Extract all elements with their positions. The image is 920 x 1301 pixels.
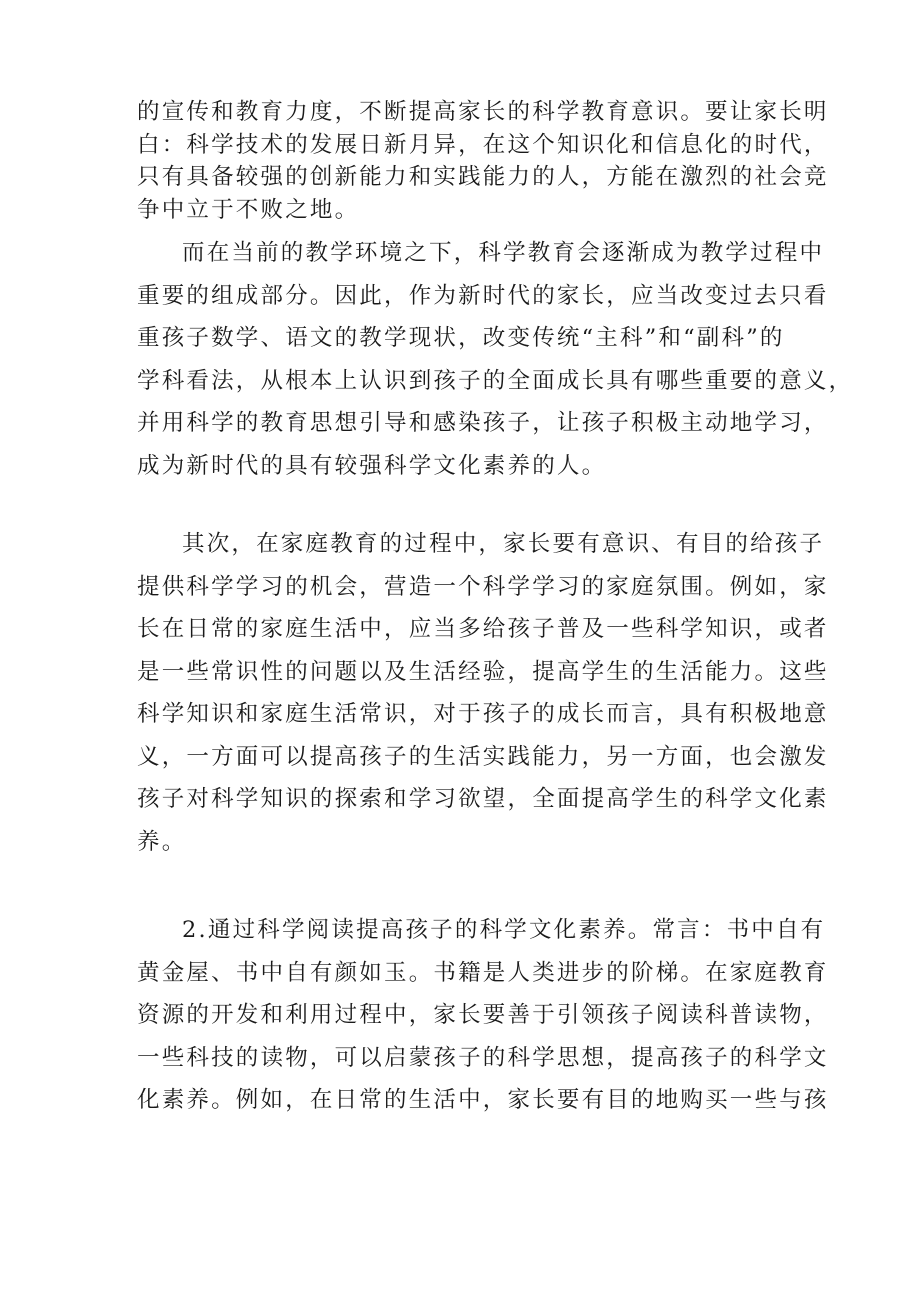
text-line: 化素养。例如，在日常的生活中，家长要有目的地购买一些与孩	[137, 1087, 829, 1113]
text-line: 是一些常识性的问题以及生活经验，提高学生的生活能力。这些	[137, 658, 829, 685]
text-line: 争中立于不败之地。	[137, 196, 360, 223]
text-line: 白：科学技术的发展日新月异，在这个知识化和信息化的时代，	[137, 131, 829, 158]
text-line: 黄金屋、书中自有颜如玉。书籍是人类进步的阶梯。在家庭教育	[137, 959, 829, 986]
text-line: 提供科学学习的机会，营造一个科学学习的家庭氛围。例如，家	[137, 573, 829, 600]
paragraph-science-education	[137, 232, 854, 487]
text-line: 科学知识和家庭生活常识，对于孩子的成长而言，具有积极地意	[137, 701, 829, 727]
text-line: 重孩子数学、语文的教学现状，改变传统“主科”和“副科”的	[137, 325, 785, 351]
text-line: 只有具备较强的创新能力和实践能力的人，方能在激烈的社会竞	[137, 164, 829, 190]
paragraph-science-reading	[137, 909, 829, 1122]
text-line: 2.通过科学阅读提高孩子的科学文化素养。常言：书中自有	[182, 917, 826, 943]
paragraph-continuation	[137, 96, 829, 226]
text-line: 的宣传和教育力度，不断提高家长的科学教育意识。要让家长明	[137, 99, 829, 125]
text-line: 一些科技的读物，可以启蒙孩子的科学思想，提高孩子的科学文	[137, 1044, 829, 1071]
text-line: 而在当前的教学环境之下，科学教育会逐渐成为教学过程中	[182, 240, 825, 266]
text-line: 长在日常的家庭生活中，应当多给孩子普及一些科学知识，或者	[137, 616, 829, 642]
text-line: 成为新时代的具有较强科学文化素养的人。	[137, 452, 607, 479]
text-line: 资源的开发和利用过程中，家长要善于引领孩子阅读科普读物，	[137, 1002, 829, 1028]
text-line: 其次，在家庭教育的过程中，家长要有意识、有目的给孩子	[182, 531, 825, 557]
text-line: 并用科学的教育思想引导和感染孩子，让孩子积极主动地学习，	[137, 410, 829, 436]
text-line: 孩子对科学知识的探索和学习欲望，全面提高学生的科学文化素	[137, 786, 829, 812]
text-line: 重要的组成部分。因此，作为新时代的家长，应当改变过去只看	[137, 282, 829, 309]
text-line: 义，一方面可以提高孩子的生活实践能力，另一方面，也会激发	[137, 743, 829, 770]
text-line: 养。	[137, 828, 187, 855]
text-line: 学科看法，从根本上认识到孩子的全面成长具有哪些重要的意义，	[137, 367, 854, 394]
paragraph-family-education	[137, 523, 829, 863]
